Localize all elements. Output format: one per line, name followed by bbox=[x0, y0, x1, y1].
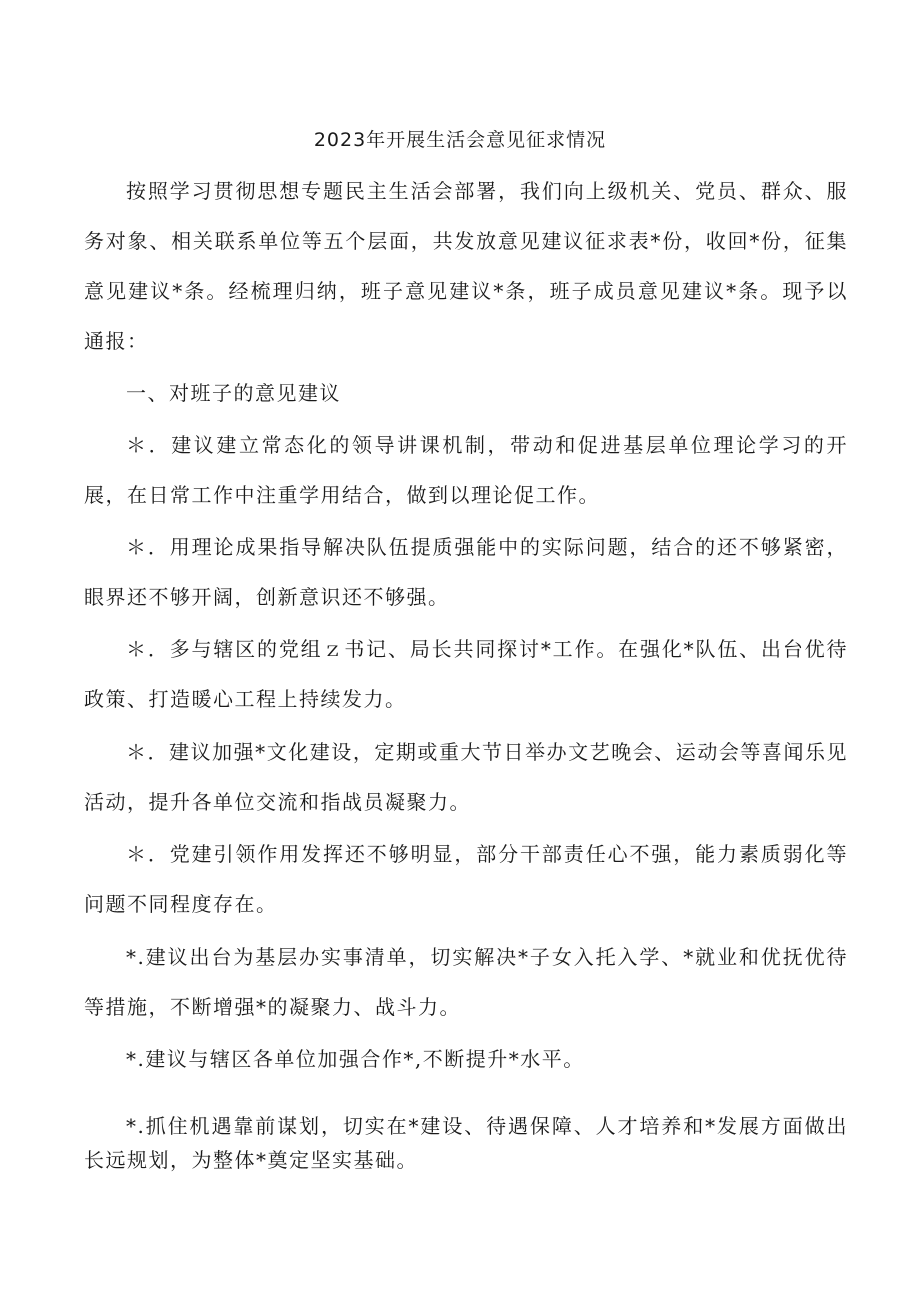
document-title: 2023年开展生活会意见征求情况 bbox=[313, 129, 607, 151]
intro-paragraph: 按照学习贯彻思想专题民主生活会部署，我们向上级机关、党员、群众、服务对象、相关联系单位等五个层面，共发放意见建议征求表*份，收回*份，征集意见建议*条。经梳理归纳，班子意见建议*条，班子成员意见建议*条。现予以通报： bbox=[84, 179, 848, 353]
list-item: *.建议与辖区各单位加强合作*,不断提升*水平。 bbox=[126, 1047, 585, 1071]
list-item: ＊．建议加强*文化建设，定期或重大节日举办文艺晚会、运动会等喜闻乐见活动，提升各单位交流和指战员凝聚力。 bbox=[84, 740, 848, 814]
list-item: ＊．党建引领作用发挥还不够明显，部分干部责任心不强，能力素质弱化等问题不同程度存在。 bbox=[84, 842, 848, 916]
section-heading: 一、对班子的意见建议 bbox=[126, 381, 341, 405]
list-item: *.建议出台为基层办实事清单，切实解决*子女入托入学、*就业和优抚优待等措施，不断增强*的凝聚力、战斗力。 bbox=[84, 945, 848, 1019]
list-item: ＊．多与辖区的党组ｚ书记、局长共同探讨*工作。在强化*队伍、出台优待政策、打造暖心工程上持续发力。 bbox=[84, 637, 848, 711]
list-item: ＊．用理论成果指导解决队伍提质强能中的实际问题，结合的还不够紧密，眼界还不够开阔，创新意识还不够强。 bbox=[84, 535, 848, 609]
list-item: ＊．建议建立常态化的领导讲课机制，带动和促进基层单位理论学习的开展，在日常工作中注重学用结合，做到以理论促工作。 bbox=[84, 433, 848, 507]
list-item: *.抓住机遇靠前谋划，切实在*建设、待遇保障、人才培养和*发展方面做出长远规划，为整体*奠定坚实基础。 bbox=[84, 1114, 848, 1172]
